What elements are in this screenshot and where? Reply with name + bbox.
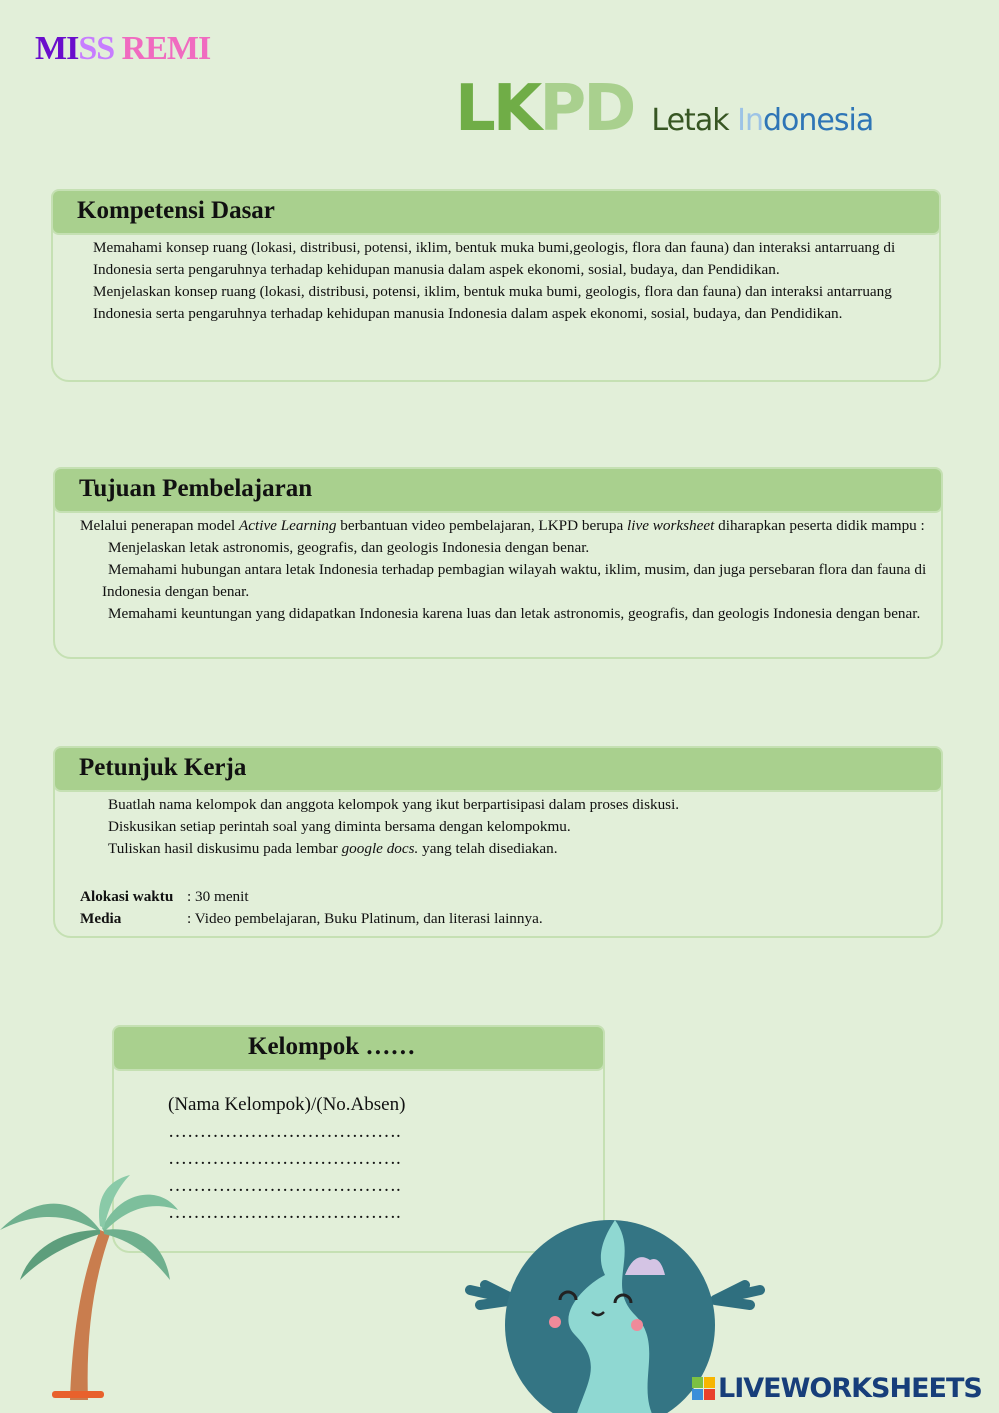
tp-item: Memahami keuntungan yang didapatkan Indonesia karena luas dan letak astronomis, geografis, dan geologis Indonesia dengan benar. [108,605,921,622]
petunjuk-kerja-section [53,746,943,938]
page-title [455,72,873,146]
liveworksheets-icon [692,1377,715,1400]
tp-intro: Melalui penerapan model Active Learning berbantuan video pembelajaran, LKPD berupa live worksheet diharapkan peserta didik mampu : [80,517,925,534]
title-lkpd: LKPD [455,72,634,146]
answer-line[interactable]: ………………………………. [168,1121,401,1142]
section-heading: Kompetensi Dasar [77,197,275,224]
kompetensi-dasar-section [51,189,941,382]
title-subtitle: Letak Indonesia [651,103,874,138]
tp-item: Memahami hubungan antara letak Indonesia terhadap pembagian wilayah waktu, iklim, musim, dan juga persebaran flora dan fauna di Indonesia dengan benar. [102,561,927,600]
tp-item: Menjelaskan letak astronomis, geografis, dan geologis Indonesia dengan benar. [108,539,590,556]
pk-item: Tuliskan hasil diskusimu pada lembar google docs. yang telah disediakan. [108,840,558,857]
section-heading: Tujuan Pembelajaran [79,475,313,502]
kd-item: Memahami konsep ruang (lokasi, distribusi, potensi, iklim, bentuk muka bumi,geologis, flora dan fauna) dan interaksi antarruang di Indonesia serta pengaruhnya terhadap kehidupan manusia dalam aspek ekonomi, sosial, budaya, dan Pendidikan. [93,239,896,278]
palm-tree-illustration [0,1170,200,1413]
brand-logo: MISS REMI [35,30,211,67]
tujuan-pembelajaran-section [53,467,943,659]
answer-line[interactable]: ………………………………. [168,1175,401,1196]
kelompok-label: (Nama Kelompok)/(No.Absen) [168,1094,406,1115]
liveworksheets-logo: LIVEWORKSHEETS [692,1373,982,1404]
pk-item: Diskusikan setiap perintah soal yang diminta bersama dengan kelompokmu. [108,818,571,835]
kd-item: Menjelaskan konsep ruang (lokasi, distribusi, potensi, iklim, bentuk muka bumi, geologis, flora dan fauna) dan interaksi antarruang Indonesia serta pengaruhnya terhadap kehidupan manusia Indonesia dalam aspek ekonomi, sosial, budaya, dan Pendidikan. [93,283,892,322]
answer-line[interactable]: ………………………………. [168,1202,401,1223]
pk-item: Buatlah nama kelompok dan anggota kelompok yang ikut berpartisipasi dalam proses diskusi. [108,796,680,813]
section-heading: Petunjuk Kerja [79,754,247,781]
answer-line[interactable]: ………………………………. [168,1148,401,1169]
media: Media : Video pembelajaran, Buku Platinum, dan literasi lainnya. [80,910,543,927]
section-heading: Kelompok …… [248,1033,416,1060]
alokasi-waktu: Alokasi waktu : 30 menit [80,888,249,905]
